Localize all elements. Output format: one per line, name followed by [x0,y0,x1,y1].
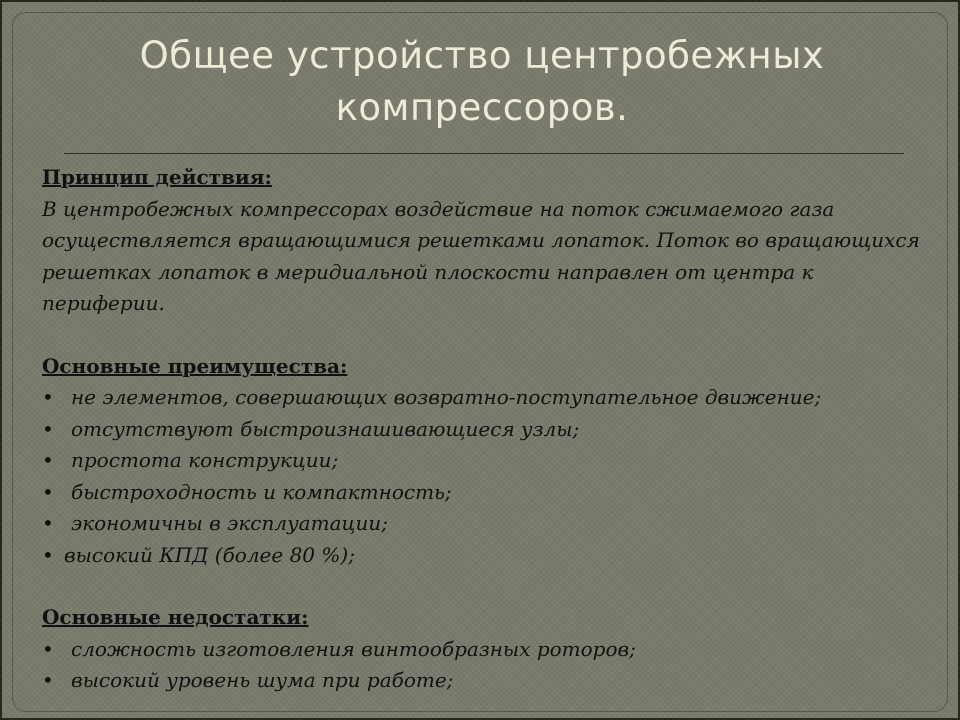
bullet-icon: • [42,416,54,441]
bullet-icon: • [42,542,54,567]
list-item [42,540,922,572]
bullet-icon: • [42,479,54,504]
list-item [42,508,922,540]
bullet-icon: • [42,385,54,409]
bullet-icon: • [42,511,54,535]
slide-content [42,162,922,697]
list-item [42,414,922,446]
list-item-text: экономичны в эксплуатации; [71,511,388,535]
title-divider [64,153,904,154]
list-item-text: быстроходность и компактность; [71,479,452,504]
bullet-icon: • [42,636,54,661]
list-item [42,445,922,477]
list-item-text: сложность изготовления винтообразных роторов; [71,636,636,661]
disadvantages-list [42,634,922,697]
list-item [42,382,922,414]
slide-title: Общее устройство центробежных компрессоров. [139,34,825,129]
list-item-text: простота конструкции; [71,448,339,472]
list-item [42,634,922,666]
spacer [42,571,922,602]
advantages-list [42,382,922,571]
list-item-text: высокий уровень шума при работе; [71,668,454,692]
bullet-icon: • [42,668,54,692]
bullet-icon: • [42,448,54,472]
principle-heading: Принцип действия: [42,165,272,189]
spacer [42,320,922,351]
list-item-text: не элементов, совершающих возвратно-поступательное движение; [71,385,822,409]
principle-text: В центробежных компрессорах воздействие на поток сжимаемого газа осуществляется вращающимися решетками лопаток. Поток во вращающихся решетках лопаток в меридиальной плоскости направлен от центра к периферии. [42,196,920,315]
disadvantages-heading: Основные недостатки: [42,605,309,629]
list-item-text: отсутствуют быстроизнашивающиеся узлы; [71,416,580,441]
list-item-text: высокий КПД (более 80 %); [64,542,355,567]
list-item [42,477,922,509]
advantages-heading: Основные преимущества: [42,353,348,378]
list-item [42,665,922,697]
